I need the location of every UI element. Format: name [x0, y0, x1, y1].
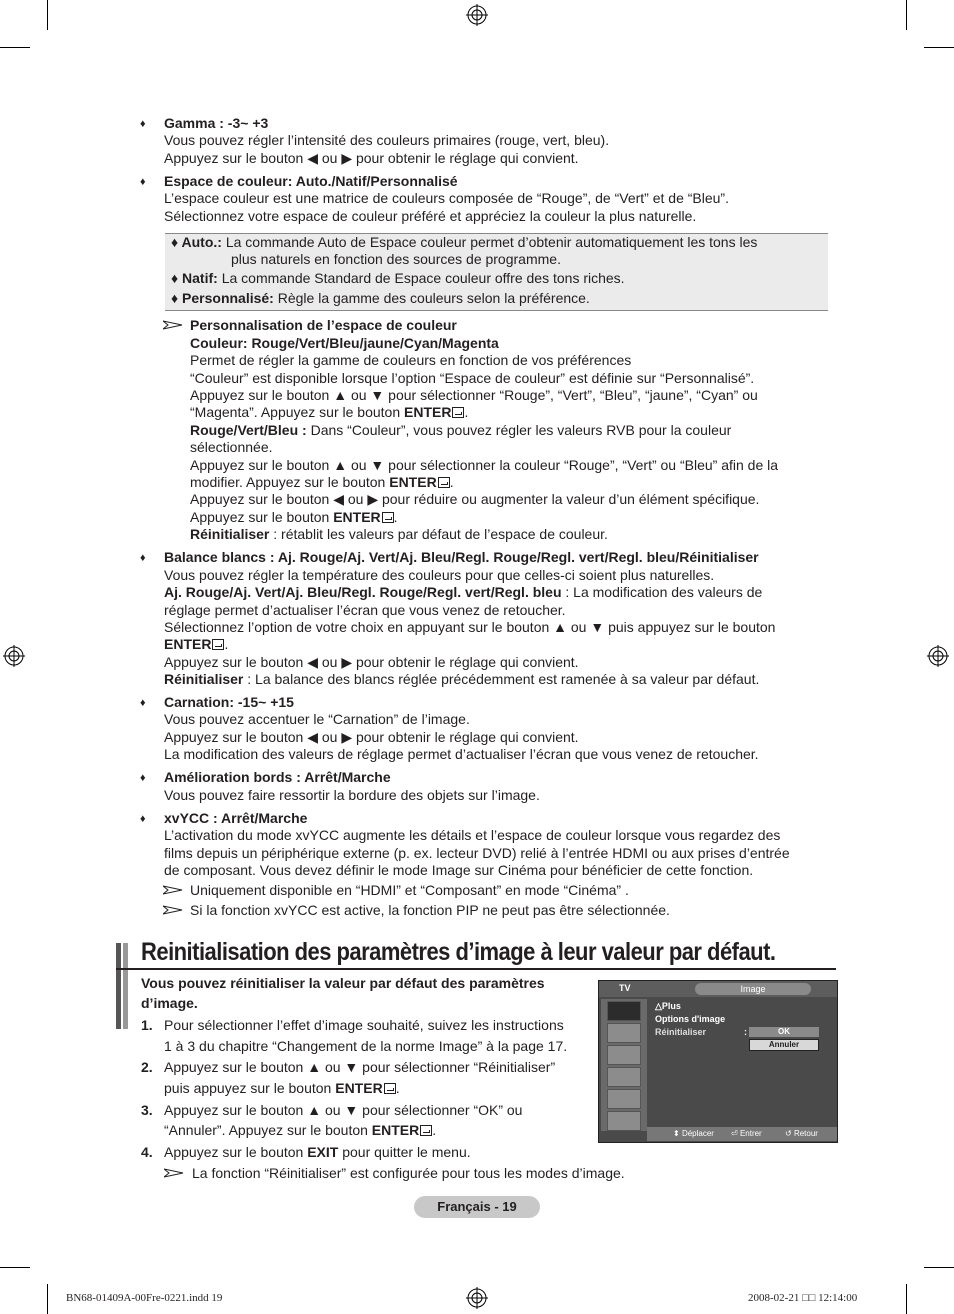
section-heading: Reinitialisation des paramètres d’image à leur valeur par défaut. — [141, 938, 776, 966]
gamma-line: Appuyez sur le bouton ◀ ou ▶ pour obtenir le réglage qui convient. — [164, 150, 579, 166]
application-icon — [607, 1111, 641, 1131]
step-text: “Annuler”. Appuyez sur le bouton ENTER . — [164, 1122, 437, 1138]
option-ok: OK — [749, 1027, 819, 1037]
enter-hint: ⏎ Entrer — [731, 1129, 762, 1138]
enter-icon — [420, 1125, 432, 1136]
registration-mark-icon — [466, 1287, 488, 1309]
carnation-title: Carnation: -15~ +15 — [164, 694, 294, 710]
bullet-icon: ♦ — [140, 813, 146, 825]
crop-mark — [47, 0, 48, 30]
enter-icon — [212, 639, 224, 650]
perso-line: Appuyez sur le bouton ◀ ou ▶ pour réduire ou augmenter la valeur d’un élément spécifique. — [190, 491, 760, 507]
bullet-icon: ♦ — [140, 697, 146, 709]
menu-plus: △Plus — [655, 1001, 681, 1011]
step-text: Appuyez sur le bouton EXIT pour quitter le menu. — [164, 1144, 471, 1160]
gamma-title: Gamma : -3~ +3 — [164, 115, 269, 131]
crop-mark — [0, 1267, 30, 1268]
box-perso: ♦ Personnalisé: Règle la gamme des couleurs selon la préférence. — [171, 290, 590, 306]
registration-mark-icon — [466, 4, 488, 26]
footer-date: 2008-02-21 □□ 12:14:00 — [748, 1292, 858, 1304]
step-number: 1. — [141, 1017, 153, 1033]
box-natif: ♦ Natif: La commande Standard de Espace couleur offre des tons riches. — [171, 270, 625, 286]
bullet-icon: ♦ — [140, 176, 146, 188]
bullet-icon: ♦ — [140, 118, 146, 130]
tv-bottom-bar — [647, 1127, 837, 1141]
note-arrow-icon — [163, 320, 183, 330]
option-annuler: Annuler — [749, 1039, 819, 1051]
bords-title: Amélioration bords : Arrêt/Marche — [164, 769, 391, 785]
step-text: 1 à 3 du chapitre “Changement de la norme Image” à la page 17. — [164, 1038, 568, 1054]
perso-rvb: Rouge/Vert/Bleu : Dans “Couleur”, vous pouvez régler les valeurs RVB pour la couleur — [190, 422, 732, 438]
balance-aj: Aj. Rouge/Aj. Vert/Aj. Bleu/Regl. Rouge/Regl. vert/Regl. bleu : La modification des valeurs de — [164, 584, 763, 600]
enter-icon — [382, 512, 394, 523]
input-icon — [607, 1089, 641, 1109]
step-number: 2. — [141, 1059, 153, 1075]
setup-gear-icon — [607, 1067, 641, 1087]
perso-line: Appuyez sur le bouton ▲ ou ▼ pour sélectionner la couleur “Rouge”, “Vert” ou “Bleu” afin de la — [190, 457, 779, 473]
section-intro: Vous pouvez réinitialiser la valeur par défaut des paramètres — [141, 975, 545, 991]
step-number: 3. — [141, 1102, 153, 1118]
registration-mark-icon — [3, 645, 25, 667]
section-note: La fonction “Réinitialiser” est configurée pour tous les modes d’image. — [192, 1165, 625, 1181]
sound-icon — [607, 1023, 641, 1043]
channel-icon — [607, 1045, 641, 1065]
perso-line: Permet de régler la gamme de couleurs en fonction de vos préférences — [190, 352, 632, 368]
step-text: Pour sélectionner l’effet d’image souhaité, suivez les instructions — [164, 1017, 564, 1033]
perso-reinit: Réinitialiser : rétablit les valeurs par défaut de l’espace de couleur. — [190, 526, 608, 542]
crop-mark — [924, 47, 954, 48]
note-arrow-icon — [163, 885, 183, 895]
step-number: 4. — [141, 1144, 153, 1160]
section-bar — [116, 943, 121, 1029]
bullet-icon: ♦ — [140, 772, 146, 784]
xvycc-line: L’activation du mode xvYCC augmente les détails et l’espace de couleur lorsque vous regardez des — [164, 827, 781, 843]
perso-line: modifier. Appuyez sur le bouton ENTER . — [190, 474, 454, 490]
balance-line: Vous pouvez régler la température des couleurs pour que celles-ci soient plus naturelles. — [164, 567, 715, 583]
crop-mark — [0, 47, 30, 48]
enter-icon — [384, 1083, 396, 1094]
carnation-line: La modification des valeurs de réglage permet d’actualiser l’écran que vous venez de retoucher. — [164, 746, 759, 762]
crop-mark — [906, 0, 907, 30]
page-label: Français - 19 — [414, 1196, 540, 1218]
perso-line: sélectionnée. — [190, 439, 273, 455]
espace-line: Sélectionnez votre espace de couleur préféré et appréciez la couleur la plus naturelle. — [164, 208, 697, 224]
tab-image: Image — [695, 983, 811, 995]
perso-line: “Magenta”. Appuyez sur le bouton ENTER . — [190, 404, 469, 420]
crop-mark — [924, 1267, 954, 1268]
bords-line: Vous pouvez faire ressortir la bordure des objets sur l’image. — [164, 787, 540, 803]
note-arrow-icon — [164, 1168, 184, 1178]
perso-title: Personnalisation de l’espace de couleur — [190, 317, 457, 333]
balance-line: ENTER . — [164, 636, 229, 652]
xvycc-note: Uniquement disponible en “HDMI” et “Composant” en mode “Cinéma” . — [190, 882, 629, 898]
balance-line: réglage permet d’actualiser l’écran que vous venez de retoucher. — [164, 602, 566, 618]
xvycc-line: films depuis un périphérique externe (p. ex. lecteur DVD) relié à l’entrée HDMI ou aux prises d’entrée — [164, 845, 790, 861]
tv-tab-bar — [599, 981, 837, 997]
step-text: Appuyez sur le bouton ▲ ou ▼ pour sélectionner “Réinitialiser” — [164, 1059, 556, 1075]
menu-options-image: Options d'image — [655, 1014, 726, 1024]
menu-reinitialiser: Réinitialiser — [655, 1027, 707, 1037]
espace-title: Espace de couleur: Auto./Natif/Personnalisé — [164, 173, 458, 189]
section-rule — [116, 968, 836, 970]
balance-line: Appuyez sur le bouton ◀ ou ▶ pour obtenir le réglage qui convient. — [164, 654, 579, 670]
return-hint: ↺ Retour — [785, 1129, 818, 1138]
balance-title: Balance blancs : Aj. Rouge/Aj. Vert/Aj. Bleu/Regl. Rouge/Regl. vert/Regl. bleu/Réinitialiser — [164, 549, 759, 565]
section-intro: d’image. — [141, 995, 198, 1011]
step-text: puis appuyez sur le bouton ENTER . — [164, 1080, 400, 1096]
perso-subtitle: Couleur: Rouge/Vert/Bleu/jaune/Cyan/Magenta — [190, 335, 499, 351]
xvycc-note: Si la fonction xvYCC est active, la fonction PIP ne peut pas être sélectionnée. — [190, 902, 670, 918]
enter-icon — [438, 477, 450, 488]
gamma-line: Vous pouvez régler l’intensité des couleurs primaires (rouge, vert, bleu). — [164, 132, 610, 148]
move-hint: ⬍ Déplacer — [673, 1129, 714, 1138]
note-arrow-icon — [163, 905, 183, 915]
box-auto-line: plus naturels en fonction des sources de programme. — [231, 251, 561, 267]
tv-menu-screen — [598, 980, 838, 1143]
menu-colon: : — [744, 1027, 747, 1037]
balance-reinit: Réinitialiser : La balance des blancs réglée précédemment est ramenée à sa valeur par défaut. — [164, 671, 760, 687]
perso-line: Appuyez sur le bouton ▲ ou ▼ pour sélectionner “Rouge”, “Vert”, “Bleu”, “jaune”, “Cyan” ou — [190, 387, 758, 403]
registration-mark-icon — [927, 645, 949, 667]
espace-line: L’espace couleur est une matrice de couleurs composée de “Rouge”, de “Vert” et de “Bleu”. — [164, 190, 729, 206]
section-bar — [123, 943, 128, 1029]
step-text: Appuyez sur le bouton ▲ ou ▼ pour sélectionner “OK” ou — [164, 1102, 523, 1118]
balance-line: Sélectionnez l’option de votre choix en appuyant sur le bouton ▲ ou ▼ puis appuyez sur le bouton — [164, 619, 776, 635]
tv-label: TV — [619, 983, 631, 993]
enter-icon — [452, 407, 464, 418]
perso-line: Appuyez sur le bouton ENTER . — [190, 509, 398, 525]
tv-side-menu — [601, 999, 647, 1131]
footer-file: BN68-01409A-00Fre-0221.indd 19 — [66, 1292, 223, 1304]
xvycc-title: xvYCC : Arrêt/Marche — [164, 810, 308, 826]
perso-line: “Couleur” est disponible lorsque l’option “Espace de couleur” est définie sur “Personnalisé”. — [190, 370, 755, 386]
bullet-icon: ♦ — [140, 552, 146, 564]
carnation-line: Vous pouvez accentuer le “Carnation” de l’image. — [164, 711, 470, 727]
box-auto: ♦ Auto.: La commande Auto de Espace couleur permet d’obtenir automatiquement les tons les — [171, 234, 758, 250]
crop-mark — [47, 1284, 48, 1314]
xvycc-line: de composant. Vous devez définir le mode Image sur Cinéma pour bénéficier de cette fonction. — [164, 862, 754, 878]
carnation-line: Appuyez sur le bouton ◀ ou ▶ pour obtenir le réglage qui convient. — [164, 729, 579, 745]
crop-mark — [906, 1284, 907, 1314]
picture-icon — [607, 1001, 641, 1021]
